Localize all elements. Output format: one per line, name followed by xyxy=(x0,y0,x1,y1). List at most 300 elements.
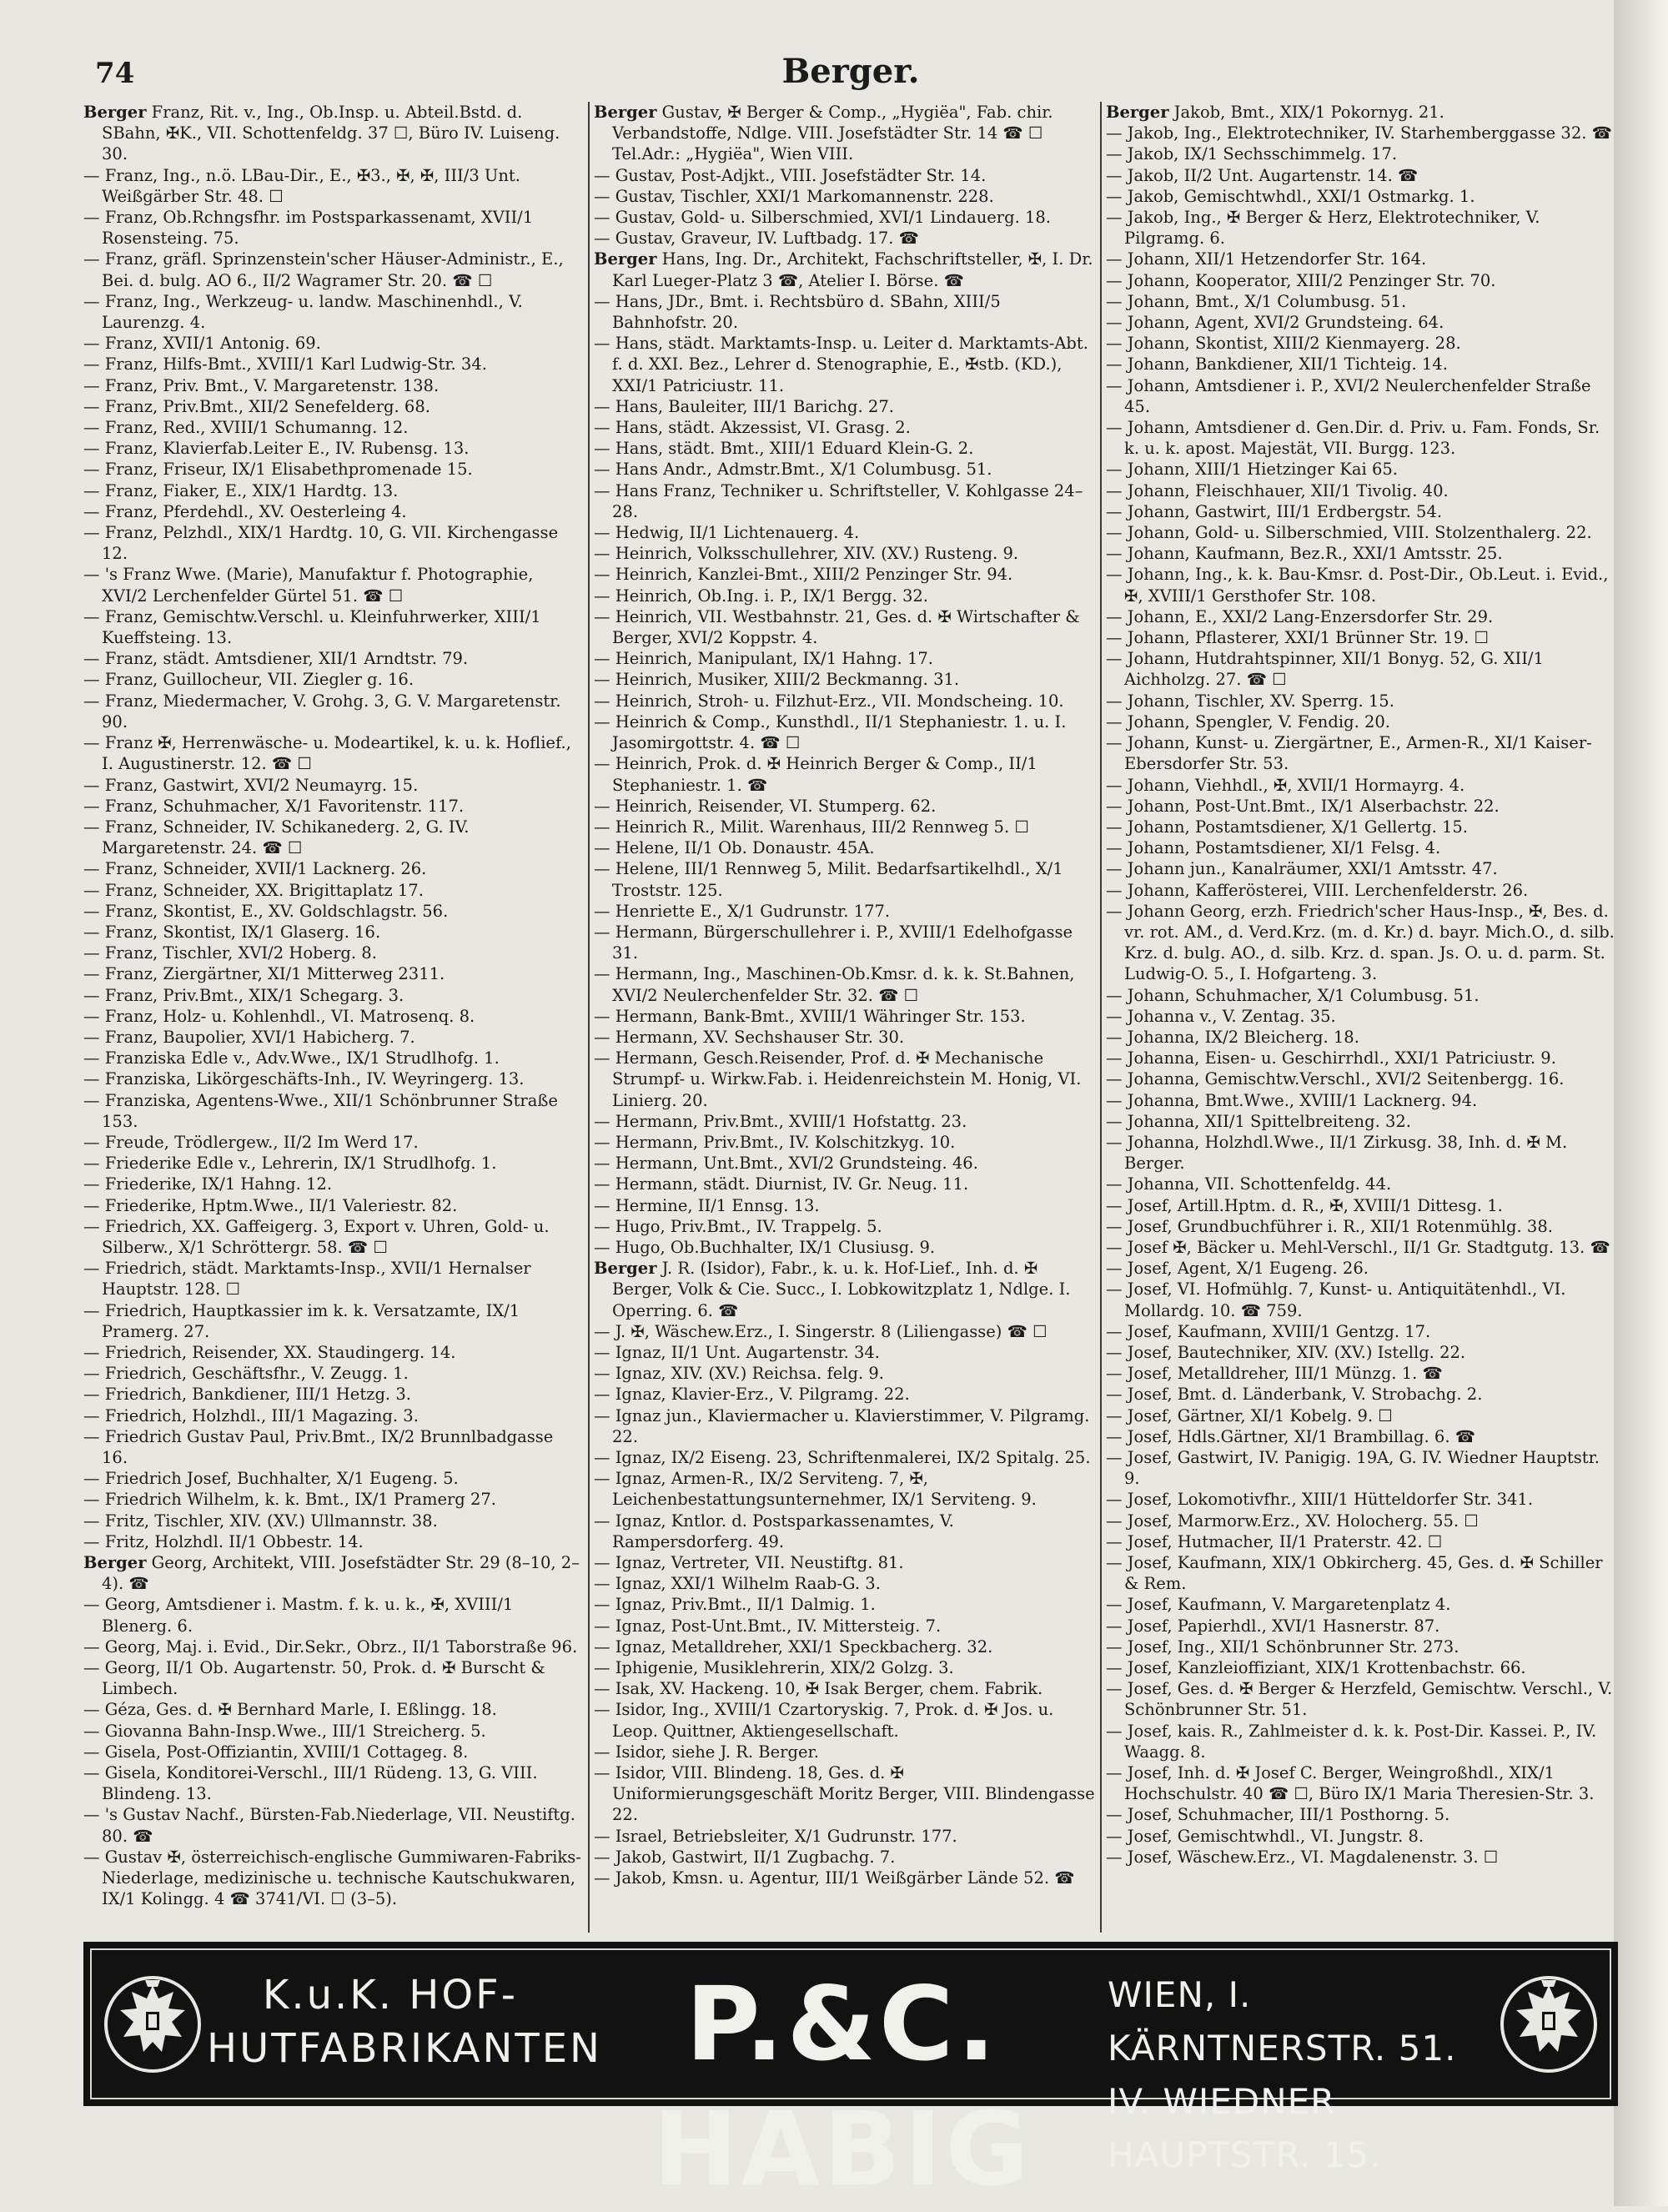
directory-entry xyxy=(1106,1363,1618,1384)
entry-text: J. R. (Isidor), Fabr., k. u. k. Hof-Lief., Inh. d. ✠ Berger, Volk & Cie. Succ., I. Lobkowitzplatz 1, Ndlge. I. Operring. 6. ☎ xyxy=(612,1259,1071,1320)
directory-entry xyxy=(83,375,584,396)
entry-text: — Gustav ✠, österreichisch-englische Gummiwaren-Fabriks-Niederlage, medizinische u. technische Kautschukwaren, IX/1 Kolingg. 4 ☎ 3741/VI. ☐ (3–5). xyxy=(83,1847,581,1909)
directory-entry xyxy=(594,796,1096,817)
directory-column-3 xyxy=(1106,102,1618,1933)
entry-text: — Heinrich, Manipulant, IX/1 Hahng. 17. xyxy=(594,649,933,669)
entry-text: — J. ✠, Wäschew.Erz., I. Singerstr. 8 (Liliengasse) ☎ ☐ xyxy=(594,1321,1048,1341)
directory-entry xyxy=(83,1027,584,1048)
directory-entry xyxy=(1106,796,1618,817)
directory-entry xyxy=(594,586,1096,606)
directory-entry xyxy=(83,1511,584,1531)
entry-text: — Josef, Papierhdl., XVI/1 Hasnerstr. 87. xyxy=(1106,1616,1440,1636)
entry-text: — Johann, Postamtsdiener, X/1 Gellertg. 15. xyxy=(1106,817,1468,837)
directory-entry xyxy=(594,228,1096,249)
directory-entry xyxy=(1106,375,1618,417)
entry-text: — Josef, Agent, X/1 Eugeng. 26. xyxy=(1106,1259,1369,1279)
directory-entry xyxy=(83,943,584,963)
ad-left-line-2: HUTFABRIKANTEN xyxy=(207,2025,602,2072)
directory-entry xyxy=(594,1594,1096,1615)
directory-entry xyxy=(594,1384,1096,1405)
entry-text: — Isak, XV. Hackeng. 10, ✠ Isak Berger, chem. Fabrik. xyxy=(594,1679,1043,1699)
directory-entry xyxy=(1106,648,1618,690)
entry-text: — Hermann, XV. Sechshauser Str. 30. xyxy=(594,1027,905,1047)
entry-surname: Berger xyxy=(83,1553,147,1573)
entry-text: — Jakob, Ing., ✠ Berger & Herz, Elektrotechniker, V. Pilgramg. 6. xyxy=(1106,208,1540,249)
entry-text: — Josef, Ges. d. ✠ Berger & Herzfeld, Gemischtw. Verschl., V. Schönbrunner Str. 51. xyxy=(1106,1679,1613,1720)
directory-entry xyxy=(1106,1216,1618,1237)
entry-text: — Johann, Agent, XVI/2 Grundsteing. 64. xyxy=(1106,313,1444,333)
directory-entry xyxy=(83,1048,584,1068)
directory-entry xyxy=(83,1068,584,1089)
entry-text: — Friedrich Wilhelm, k. k. Bmt., IX/1 Pramerg 27. xyxy=(83,1490,496,1510)
directory-entry xyxy=(594,1636,1096,1657)
entry-text: — Jakob, IX/1 Sechsschimmelg. 17. xyxy=(1106,144,1398,164)
directory-entry xyxy=(83,775,584,796)
entry-text: — Johanna, Gemischtw.Verschl., XVI/2 Seitenbergg. 16. xyxy=(1106,1069,1565,1089)
directory-entry xyxy=(83,438,584,459)
directory-entry xyxy=(1106,270,1618,291)
directory-entry xyxy=(594,1468,1096,1510)
directory-entry xyxy=(594,417,1096,438)
ad-left-text xyxy=(207,1968,602,2075)
directory-entry xyxy=(594,1552,1096,1573)
entry-text: — Franziska Edle v., Adv.Wwe., IX/1 Strudlhofg. 1. xyxy=(83,1048,500,1068)
entry-text: — Franz, Schneider, XVII/1 Lacknerg. 26. xyxy=(83,859,427,879)
directory-entry xyxy=(594,1153,1096,1174)
directory-entry xyxy=(1106,1068,1618,1089)
directory-entry xyxy=(83,417,584,438)
entry-text: — Georg, II/1 Ob. Augartenstr. 50, Prok. d. ✠ Burscht & Limbech. xyxy=(83,1658,545,1699)
directory-entry xyxy=(1106,711,1618,732)
double-eagle-crest-icon xyxy=(98,1962,207,2087)
directory-entry xyxy=(594,291,1096,333)
entry-text: — Friedrich, Holzhdl., III/1 Magazing. 3. xyxy=(83,1405,419,1425)
directory-entry xyxy=(83,207,584,249)
entry-text: — Josef, Hdls.Gärtner, XI/1 Brambillag. 6. ☎ xyxy=(1106,1426,1476,1446)
directory-entry xyxy=(1106,1511,1618,1531)
entry-text: — Johann, Postamtsdiener, XI/1 Felsg. 4. xyxy=(1106,838,1441,858)
entry-text: — Johann Georg, erzh. Friedrich'scher Haus-Insp., ✠, Bes. d. vr. rot. AM., d. Verd.Krz. (m. d. Kr.) d. bayr. Mich.O., d. silb. Krz. d. bulg. AO., d. silb. Krz. d. span. Js. O. u. d. parm. St. Ludwig-O. 5., I. Hofgarteng. 3. xyxy=(1106,901,1615,984)
directory-entry xyxy=(83,1657,584,1699)
directory-entry xyxy=(83,1174,584,1194)
entry-text: — Johanna v., V. Zentag. 35. xyxy=(1106,1006,1336,1026)
directory-entry xyxy=(594,249,1096,290)
entry-text: — Hans, JDr., Bmt. i. Rechtsbüro d. SBahn, XIII/5 Bahnhofstr. 20. xyxy=(594,291,1001,333)
directory-entry xyxy=(83,564,584,606)
entry-text: — Jakob, Ing., Elektrotechniker, IV. Starhemberggasse 32. ☎ xyxy=(1106,123,1612,143)
directory-entry xyxy=(1106,627,1618,648)
directory-entry xyxy=(83,1216,584,1258)
directory-entry xyxy=(594,1174,1096,1194)
entry-text: — Hedwig, II/1 Lichtenauerg. 4. xyxy=(594,523,860,543)
entry-text: — Isidor, VIII. Blindeng. 18, Ges. d. ✠ Uniformierungsgeschäft Moritz Berger, VIII. Blindengasse 22. xyxy=(594,1763,1095,1825)
directory-entry xyxy=(1106,1489,1618,1510)
directory-entry xyxy=(1106,1006,1618,1027)
entry-text: — Israel, Betriebsleiter, X/1 Gudrunstr. 177. xyxy=(594,1826,957,1846)
entry-text: — Josef, Hutmacher, II/1 Praterstr. 42. ☐ xyxy=(1106,1531,1443,1551)
directory-entry xyxy=(594,1699,1096,1741)
directory-entry xyxy=(594,480,1096,522)
directory-entry xyxy=(83,985,584,1006)
directory-entry xyxy=(83,1153,584,1174)
directory-entry xyxy=(1106,1636,1618,1657)
entry-text: — Josef, VI. Hofmühlg. 7, Kunst- u. Antiquitätenhdl., VI. Mollardg. 10. ☎ 759. xyxy=(1106,1279,1566,1320)
entry-text: — Ignaz, XIV. (XV.) Reichsa. felg. 9. xyxy=(594,1364,885,1384)
ad-left-line-1: K.u.K. HOF- xyxy=(262,1972,519,2018)
entry-text: — Franziska, Likörgeschäfts-Inh., IV. Weyringerg. 13. xyxy=(83,1069,525,1089)
directory-entry xyxy=(1106,186,1618,207)
directory-entry xyxy=(83,858,584,879)
entry-text: — Heinrich, Musiker, XIII/2 Beckmanng. 31. xyxy=(594,670,960,690)
entry-text: — Johanna, Holzhdl.Wwe., II/1 Zirkusg. 38, Inh. d. ✠ M. Berger. xyxy=(1106,1132,1568,1174)
entry-text: — Heinrich, VII. Westbahnstr. 21, Ges. d. ✠ Wirtschafter & Berger, XVI/2 Koppstr. 4. xyxy=(594,606,1080,648)
entry-text: — Hans, städt. Bmt., XIII/1 Eduard Klein-G. 2. xyxy=(594,439,974,459)
entry-text: — Johann, Kooperator, XIII/2 Penzinger Str. 70. xyxy=(1106,270,1496,290)
entry-text: — Hugo, Ob.Buchhalter, IX/1 Clusiusg. 9. xyxy=(594,1237,936,1257)
entry-text: — Henriette E., X/1 Gudrunstr. 177. xyxy=(594,901,891,921)
directory-entry xyxy=(594,165,1096,186)
entry-text: — Franz, Pferdehdl., XV. Oesterleing 4. xyxy=(83,501,407,521)
entry-text: — Friedrich, Reisender, XX. Staudingerg. 14. xyxy=(83,1342,456,1362)
entry-text: — Johanna, XII/1 Spittelbreiteng. 32. xyxy=(1106,1111,1411,1131)
directory-entry xyxy=(83,1847,584,1910)
directory-entry xyxy=(83,1426,584,1468)
directory-entry xyxy=(83,1132,584,1153)
directory-entry xyxy=(1106,880,1618,901)
entry-text: — Johann, Spengler, V. Fendig. 20. xyxy=(1106,711,1390,731)
directory-entry xyxy=(1106,333,1618,354)
entry-text: — Johann, Ing., k. k. Bau-Kmsr. d. Post-Dir., Ob.Leut. i. Evid., ✠, XVIII/1 Gersthofer Str. 108. xyxy=(1106,565,1609,606)
entry-text: — Josef, Artill.Hptm. d. R., ✠, XVIII/1 Dittesg. 1. xyxy=(1106,1195,1503,1215)
directory-entry xyxy=(83,1195,584,1216)
entry-text: — Helene, II/1 Ob. Donaustr. 45A. xyxy=(594,838,875,858)
entry-text: — Friedrich, XX. Gaffeigerg. 3, Export v. Uhren, Gold- u. Silberw., X/1 Schröttergr. 58. ☎ ☐ xyxy=(83,1216,550,1257)
entry-text: — Josef, Lokomotivfhr., XIII/1 Hütteldorfer Str. 341. xyxy=(1106,1490,1534,1510)
directory-entry xyxy=(1106,985,1618,1006)
entry-text: — 's Gustav Nachf., Bürsten-Fab.Niederlage, VII. Neustiftg. 80. ☎ xyxy=(83,1805,575,1846)
directory-entry xyxy=(83,1804,584,1846)
entry-text: — Josef, Gastwirt, IV. Panigig. 19A, G. IV. Wiedner Hauptstr. 9. xyxy=(1106,1448,1600,1489)
entry-text: — Franz, Schneider, IV. Schikanederg. 2, G. IV. Margaretenstr. 24. ☎ ☐ xyxy=(83,817,470,858)
entry-text: — Josef, Schuhmacher, III/1 Posthorng. 5. xyxy=(1106,1805,1450,1825)
directory-entry xyxy=(83,102,584,165)
directory-entry xyxy=(594,1216,1096,1237)
entry-surname: Berger xyxy=(594,103,657,122)
directory-entry xyxy=(83,796,584,817)
entry-text: — Johann, XII/1 Hetzendorfer Str. 164. xyxy=(1106,249,1427,269)
directory-entry xyxy=(594,438,1096,459)
directory-entry xyxy=(1106,1594,1618,1615)
entry-text: — Gustav, Post-Adjkt., VIII. Josefstädter Str. 14. xyxy=(594,165,987,185)
directory-entry xyxy=(83,249,584,290)
ad-company-name: P.&C. HABIG xyxy=(652,1965,1032,2209)
directory-entry xyxy=(83,880,584,901)
entry-text: — Hugo, Priv.Bmt., IV. Trappelg. 5. xyxy=(594,1216,882,1236)
directory-entry xyxy=(83,354,584,375)
directory-entry xyxy=(594,522,1096,543)
directory-entry xyxy=(83,1552,584,1594)
entry-text: — Josef, Gärtner, XI/1 Kobelg. 9. ☐ xyxy=(1106,1405,1393,1425)
directory-entry xyxy=(594,1762,1096,1826)
directory-entry xyxy=(1106,1826,1618,1847)
entry-text: — Friedrich, Geschäftsfhr., V. Zeugg. 1. xyxy=(83,1364,409,1384)
entry-text: — Fritz, Holzhdl. II/1 Obbestr. 14. xyxy=(83,1531,364,1551)
entry-text: — Gisela, Post-Offiziantin, XVIII/1 Cottageg. 8. xyxy=(83,1742,469,1762)
entry-text: — Hermann, Priv.Bmt., XVIII/1 Hofstattg. 23. xyxy=(594,1111,967,1131)
directory-entry xyxy=(1106,1426,1618,1447)
entry-text: — Gustav, Gold- u. Silberschmied, XVI/1 Lindauerg. 18. xyxy=(594,208,1051,228)
entry-text: — Heinrich R., Milit. Warenhaus, III/2 Rennweg 5. ☐ xyxy=(594,817,1029,837)
directory-entry xyxy=(83,1468,584,1489)
directory-entry xyxy=(83,1699,584,1720)
entry-text: — Heinrich, Prok. d. ✠ Heinrich Berger & Comp., II/1 Stephaniestr. 1. ☎ xyxy=(594,754,1037,795)
directory-entry xyxy=(594,396,1096,417)
entry-text: — Josef, Bmt. d. Länderbank, V. Strobachg. 2. xyxy=(1106,1385,1483,1405)
entry-text: — Johann, Amtsdiener d. Gen.Dir. d. Priv. u. Fam. Fonds, Sr. k. u. k. apost. Majestät, VII. Burgg. 123. xyxy=(1106,418,1600,459)
directory-entry xyxy=(1106,102,1618,123)
directory-entry xyxy=(83,1489,584,1510)
entry-text: — Ignaz, Klavier-Erz., V. Pilgramg. 22. xyxy=(594,1385,910,1405)
entry-text: Jakob, Bmt., XIX/1 Pokornyg. 21. xyxy=(1168,103,1444,122)
directory-entry xyxy=(83,480,584,501)
directory-entry xyxy=(594,837,1096,858)
directory-entry xyxy=(1106,1405,1618,1426)
directory-entry xyxy=(1106,1342,1618,1363)
entry-text: — Hans, städt. Akzessist, VI. Grasg. 2. xyxy=(594,418,911,438)
entry-text: — Johann, Kafferösterei, VIII. Lerchenfelderstr. 26. xyxy=(1106,880,1529,900)
entry-text: — Friedrich, städt. Marktamts-Insp., XVII/1 Hernalser Hauptstr. 128. ☐ xyxy=(83,1259,531,1300)
entry-text: — Franz, Gastwirt, XVI/2 Neumayrg. 15. xyxy=(83,775,419,795)
entry-text: — Gustav, Graveur, IV. Luftbadg. 17. ☎ xyxy=(594,229,919,249)
directory-entry xyxy=(594,606,1096,648)
entry-text: — Franz, XVII/1 Antonig. 69. xyxy=(83,334,321,354)
entry-text: — Friederike, IX/1 Hahng. 12. xyxy=(83,1174,333,1194)
directory-entry xyxy=(83,817,584,858)
entry-text: — Johann, Pflasterer, XXI/1 Brünner Str. 19. ☐ xyxy=(1106,628,1490,648)
entry-text: — Fritz, Tischler, XIV. (XV.) Ullmannstr. 38. xyxy=(83,1511,438,1531)
entry-text: — Gustav, Tischler, XXI/1 Markomannenstr. 228. xyxy=(594,186,994,206)
directory-entry xyxy=(594,1657,1096,1678)
directory-entry xyxy=(83,165,584,207)
directory-entry xyxy=(83,1258,584,1300)
entry-text: Hans, Ing. Dr., Architekt, Fachschriftsteller, ✠, I. Dr. Karl Lueger-Platz 3 ☎, Atelier I. Börse. ☎ xyxy=(612,249,1093,290)
directory-entry xyxy=(1106,858,1618,879)
directory-entry xyxy=(1106,291,1618,312)
directory-entry xyxy=(1106,564,1618,606)
entry-text: — Hermann, Gesch.Reisender, Prof. d. ✠ Mechanische Strumpf- u. Wirkw.Fab. i. Heidenreichstein M. Honig, VI. Linierg. 20. xyxy=(594,1048,1082,1110)
entry-text: — Franz, Priv.Bmt., XIX/1 Schegarg. 3. xyxy=(83,985,404,1005)
entry-text: — Johann, XIII/1 Hietzinger Kai 65. xyxy=(1106,460,1398,480)
directory-entry xyxy=(83,1594,584,1636)
directory-entry xyxy=(594,1111,1096,1132)
page-number: 74 xyxy=(95,57,135,90)
entry-text: — Géza, Ges. d. ✠ Bernhard Marle, I. Eßlingg. 18. xyxy=(83,1700,497,1720)
entry-text: — Franz, Gemischtw.Verschl. u. Kleinfuhrwerker, XIII/1 Kueffsteing. 13. xyxy=(83,606,541,648)
directory-entry xyxy=(1106,459,1618,480)
entry-text: — Johanna, IX/2 Bleicherg. 18. xyxy=(1106,1027,1359,1047)
entry-text: — Hans, städt. Marktamts-Insp. u. Leiter d. Marktamts-Abt. f. d. XXI. Bez., Lehrer d. Stenographie, E., ✠stb. (KD.), XXI/1 Patriciustr. 11. xyxy=(594,334,1088,395)
entry-text: — Franz, Hilfs-Bmt., XVIII/1 Karl Ludwig-Str. 34. xyxy=(83,354,487,375)
entry-text: — Johann, Post-Unt.Bmt., IX/1 Alserbachstr. 22. xyxy=(1106,796,1500,816)
directory-entry xyxy=(1106,123,1618,143)
directory-entry xyxy=(83,1405,584,1426)
directory-entry xyxy=(594,1342,1096,1363)
directory-entry xyxy=(83,669,584,690)
directory-entry xyxy=(594,963,1096,1005)
directory-entry xyxy=(594,691,1096,711)
entry-text: — Franz, Red., XVIII/1 Schumanng. 12. xyxy=(83,418,409,438)
directory-column-2 xyxy=(594,102,1096,1933)
entry-surname: Berger xyxy=(594,1259,657,1279)
entry-text: — Heinrich, Stroh- u. Filzhut-Erz., VII. Mondscheing. 10. xyxy=(594,691,1064,711)
directory-entry xyxy=(1106,1447,1618,1489)
entry-text: — Friedrich Gustav Paul, Priv.Bmt., IX/2 Brunnlbadgasse 16. xyxy=(83,1426,554,1467)
directory-entry xyxy=(1106,165,1618,186)
directory-entry xyxy=(1106,143,1618,164)
directory-entry xyxy=(83,1762,584,1804)
entry-text: — Johann, Fleischhauer, XII/1 Tivolig. 40. xyxy=(1106,480,1449,500)
entry-text: — Josef, Kanzleioffiziant, XIX/1 Krottenbachstr. 66. xyxy=(1106,1658,1526,1678)
directory-entry xyxy=(83,606,584,648)
directory-entry xyxy=(1106,501,1618,522)
directory-entry xyxy=(594,564,1096,585)
directory-entry xyxy=(1106,1616,1618,1636)
entry-text: — Franz, Priv. Bmt., V. Margaretenstr. 138. xyxy=(83,375,440,395)
directory-entry xyxy=(1106,543,1618,564)
directory-entry xyxy=(83,1342,584,1363)
directory-entry xyxy=(594,1573,1096,1594)
directory-entry xyxy=(594,648,1096,669)
entry-text: — Josef, Wäschew.Erz., VI. Magdalenenstr. 3. ☐ xyxy=(1106,1847,1499,1867)
entry-text: — Johann, Viehhdl., ✠, XVII/1 Hormayrg. 4. xyxy=(1106,775,1465,795)
entry-text: — Giovanna Bahn-Insp.Wwe., III/1 Streicherg. 5. xyxy=(83,1721,486,1741)
entry-text: — Johann, Amtsdiener i. P., XVI/2 Neulerchenfelder Straße 45. xyxy=(1106,375,1591,416)
directory-entry xyxy=(594,1447,1096,1468)
entry-text: — Hermann, Priv.Bmt., IV. Kolschitzkyg. 10. xyxy=(594,1132,956,1152)
directory-entry xyxy=(1106,1552,1618,1594)
entry-text: — Johann, Bankdiener, XII/1 Tichteig. 14. xyxy=(1106,354,1448,375)
column-divider xyxy=(1100,102,1102,1933)
directory-entry xyxy=(594,459,1096,480)
entry-text: — Josef ✠, Bäcker u. Mehl-Verschl., II/1 Gr. Stadtgutg. 13. ☎ xyxy=(1106,1237,1610,1257)
directory-entry xyxy=(594,1847,1096,1868)
directory-entry xyxy=(1106,1321,1618,1342)
entry-text: — Heinrich, Reisender, VI. Stumperg. 62. xyxy=(594,796,937,816)
directory-entry xyxy=(83,1090,584,1132)
directory-entry xyxy=(83,648,584,669)
entry-text: — Ignaz jun., Klaviermacher u. Klavierstimmer, V. Pilgramg. 22. xyxy=(594,1405,1090,1446)
entry-text: — Hermann, Bürgerschullehrer i. P., XVIII/1 Edelhofgasse 31. xyxy=(594,922,1073,963)
entry-text: — 's Franz Wwe. (Marie), Manufaktur f. Photographie, XVI/2 Lerchenfelder Gürtel 51. ☎ ☐ xyxy=(83,565,534,606)
entry-text: — Josef, Marmorw.Erz., XV. Holocherg. 55. ☐ xyxy=(1106,1511,1479,1531)
entry-text: — Franz, Tischler, XVI/2 Hoberg. 8. xyxy=(83,943,377,963)
directory-entry xyxy=(83,732,584,774)
entry-surname: Berger xyxy=(83,103,147,122)
directory-entry xyxy=(1106,1762,1618,1804)
entry-text: — Jakob, Gemischtwhdl., XXI/1 Ostmarkg. 1. xyxy=(1106,186,1475,206)
ad-right-text xyxy=(1108,1968,1491,2182)
directory-entry xyxy=(594,1195,1096,1216)
directory-entry xyxy=(1106,1027,1618,1048)
entry-text: — Friederike, Hptm.Wwe., II/1 Valeriestr. 82. xyxy=(83,1195,458,1215)
entry-text: — Gisela, Konditorei-Verschl., III/1 Rüdeng. 13, G. VIII. Blindeng. 13. xyxy=(83,1763,538,1804)
directory-entry xyxy=(83,1742,584,1762)
directory-entry xyxy=(1106,837,1618,858)
directory-entry xyxy=(83,1531,584,1552)
directory-entry xyxy=(594,901,1096,922)
directory-entry xyxy=(1106,901,1618,985)
entry-text: — Heinrich, Ob.Ing. i. P., IX/1 Bergg. 32. xyxy=(594,586,929,606)
entry-text: — Franz, Friseur, IX/1 Elisabethpromenade 15. xyxy=(83,460,473,480)
directory-entry xyxy=(594,1237,1096,1258)
page-header xyxy=(83,52,1618,95)
entry-text: — Ignaz, Metalldreher, XXI/1 Speckbacherg. 32. xyxy=(594,1636,993,1656)
directory-entry xyxy=(83,291,584,333)
entry-text: — Georg, Amtsdiener i. Mastm. f. k. u. k., ✠, XVIII/1 Blenerg. 6. xyxy=(83,1595,514,1636)
directory-entry xyxy=(1106,1279,1618,1320)
entry-text: — Johann, Skontist, XIII/2 Kienmayerg. 28. xyxy=(1106,334,1461,354)
directory-entry xyxy=(1106,1132,1618,1174)
directory-entry xyxy=(83,459,584,480)
entry-text: — Jakob, Kmsn. u. Agentur, III/1 Weißgärber Lände 52. ☎ xyxy=(594,1868,1075,1888)
directory-entry xyxy=(594,333,1096,396)
entry-text: — Josef, Ing., XII/1 Schönbrunner Str. 273. xyxy=(1106,1636,1460,1656)
entry-text: — Johann, Kaufmann, Bez.R., XXI/1 Amtsstr. 25. xyxy=(1106,544,1503,564)
double-eagle-crest-icon xyxy=(1495,1962,1603,2087)
entry-text: — Heinrich, Kanzlei-Bmt., XIII/2 Penzinger Str. 94. xyxy=(594,565,1013,585)
entry-text: — Heinrich, Volksschullehrer, XIV. (XV.) Rusteng. 9. xyxy=(594,544,1019,564)
directory-entry xyxy=(594,1742,1096,1762)
directory-entry xyxy=(594,1868,1096,1888)
entry-text: — Josef, Kaufmann, V. Margaretenplatz 4. xyxy=(1106,1595,1451,1615)
entry-text: — Heinrich & Comp., Kunsthdl., II/1 Stephaniestr. 1. u. I. Jasomirgottstr. 4. ☎ ☐ xyxy=(594,711,1067,753)
entry-text: — Franz, Guillocheur, VII. Ziegler g. 16. xyxy=(83,670,414,690)
directory-entry xyxy=(1106,817,1618,837)
directory-entry xyxy=(1106,207,1618,249)
entry-text: — Franz, Ing., n.ö. LBau-Dir., E., ✠3., ✠, ✠, III/3 Unt. Weißgärber Str. 48. ☐ xyxy=(83,165,520,206)
directory-entry xyxy=(1106,1678,1618,1720)
entry-text: — Franz ✠, Herrenwäsche- u. Modeartikel, k. u. k. Hoflief., I. Augustinerstr. 12. ☎ ☐ xyxy=(83,733,571,774)
entry-text: — Johann jun., Kanalräumer, XXI/1 Amtsstr. 47. xyxy=(1106,859,1498,879)
directory-entry xyxy=(594,207,1096,228)
entry-text: — Johanna, Eisen- u. Geschirrhdl., XXI/1 Patriciustr. 9. xyxy=(1106,1048,1556,1068)
directory-entry xyxy=(1106,354,1618,375)
directory-entry xyxy=(1106,249,1618,269)
ad-right-line-2: IV. WIEDNER HAUPTSTR. 15. xyxy=(1108,2081,1382,2175)
directory-entry xyxy=(594,858,1096,900)
directory-entry xyxy=(594,1048,1096,1111)
entry-text: — Josef, Bautechniker, XIV. (XV.) Istellg. 22. xyxy=(1106,1342,1466,1362)
directory-entry xyxy=(1106,480,1618,501)
directory-entry xyxy=(83,1300,584,1342)
directory-entry xyxy=(1106,1804,1618,1825)
directory-entry xyxy=(594,669,1096,690)
running-head: Berger. xyxy=(781,52,920,91)
entry-text: — Johann, E., XXI/2 Lang-Enzersdorfer Str. 29. xyxy=(1106,606,1494,626)
directory-entry xyxy=(594,922,1096,963)
directory-entry xyxy=(1106,417,1618,459)
entry-text: — Josef, Grundbuchführer i. R., XII/1 Rotenmühlg. 38. xyxy=(1106,1216,1553,1236)
directory-entry xyxy=(1106,1258,1618,1279)
entry-text: — Friedrich, Hauptkassier im k. k. Versatzamte, IX/1 Pramerg. 27. xyxy=(83,1300,520,1341)
entry-text: — Franz, Fiaker, E., XIX/1 Hardtg. 13. xyxy=(83,480,399,500)
entry-text: — Johann, Gold- u. Silberschmied, VIII. Stolzenthalerg. 22. xyxy=(1106,523,1592,543)
directory-entry xyxy=(594,753,1096,795)
directory-entry xyxy=(83,691,584,732)
entry-text: — Johann, Hutdrahtspinner, XII/1 Bonyg. 52, G. XII/1 Aichholzg. 27. ☎ ☐ xyxy=(1106,649,1544,690)
directory-entry xyxy=(83,1636,584,1657)
directory-entry xyxy=(594,1363,1096,1384)
